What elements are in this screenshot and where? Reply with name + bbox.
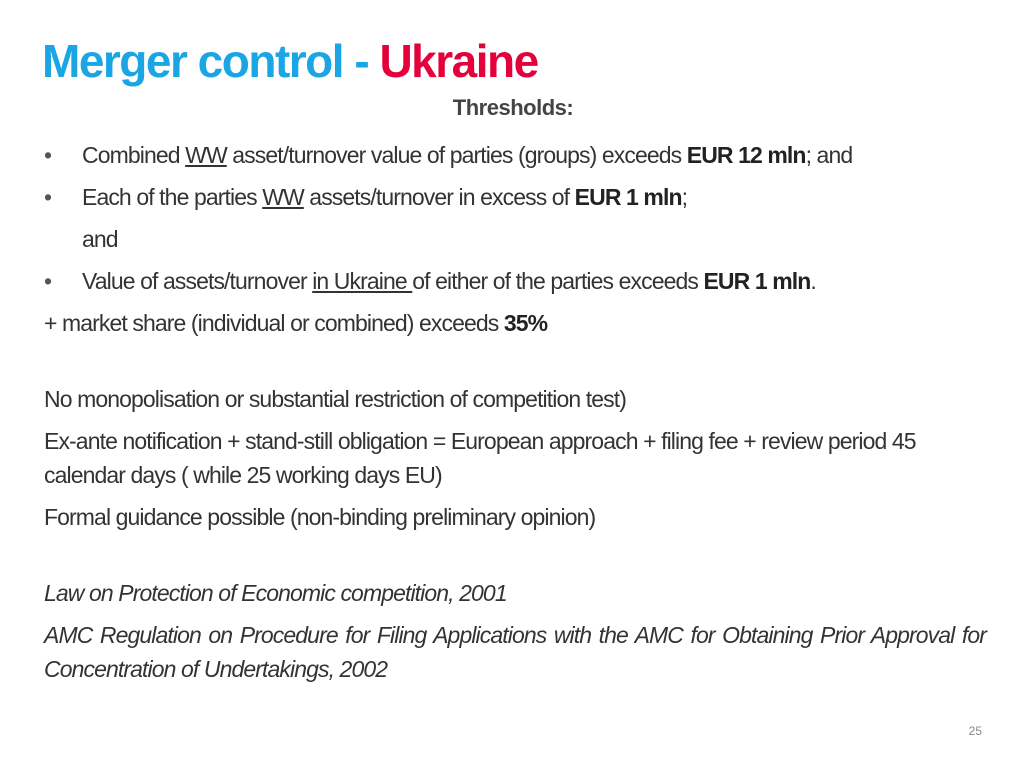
subtitle [0,95,1024,121]
reference: AMC Regulation on Procedure for Filing Applications with the AMC for Obtaining Prior Approval for Concentration of Undertakings, 2002 [44,622,986,682]
paragraph: No monopolisation or substantial restriction of competition test) [44,386,626,412]
slide-body [44,138,986,694]
slide-title [42,34,538,88]
bullet-text: ; and [805,142,853,168]
bold-value: EUR 1 mln [574,184,682,210]
bullet-text: asset/turnover value of parties (groups) exceeds [226,142,687,168]
bullet-text: . [810,268,816,294]
bold-value: EUR 1 mln [703,268,811,294]
underlined-text: in Ukraine [312,268,413,294]
spacer [44,542,986,576]
bullet-text: Each of the parties [82,184,263,210]
spacer [44,348,986,382]
market-share-value: 35% [503,310,548,336]
bullet-text: and [82,226,118,252]
market-share-text: + market share (individual or combined) exceeds [44,310,504,336]
paragraph: Ex-ante notification + stand-still obligation = European approach + filing fee + review period 45 calendar days ( while 25 working days EU) [44,428,916,488]
underlined-text: WW [185,142,227,168]
bullet-continuation [44,222,986,256]
underlined-text: WW [262,184,304,210]
reference: Law on Protection of Economic competition, 2001 [44,580,507,606]
bold-value: EUR 12 mln [686,142,806,168]
bullet-item [44,180,986,214]
title-main: Merger control - [42,35,380,87]
subtitle-text: Thresholds: [452,95,574,120]
bullet-text: of either of the parties exceeds [412,268,704,294]
bullet-text: Value of assets/turnover [82,268,313,294]
bullet-item [44,264,986,298]
paragraph: Formal guidance possible (non-binding preliminary opinion) [44,504,596,530]
bullet-item [44,138,986,172]
page-number: 25 [968,724,982,738]
bullet-text: Combined [82,142,186,168]
bullet-text: ; [681,184,688,210]
title-accent: Ukraine [379,35,538,87]
threshold-list [44,138,986,298]
market-share-line [44,306,986,340]
bullet-text: assets/turnover in excess of [303,184,575,210]
